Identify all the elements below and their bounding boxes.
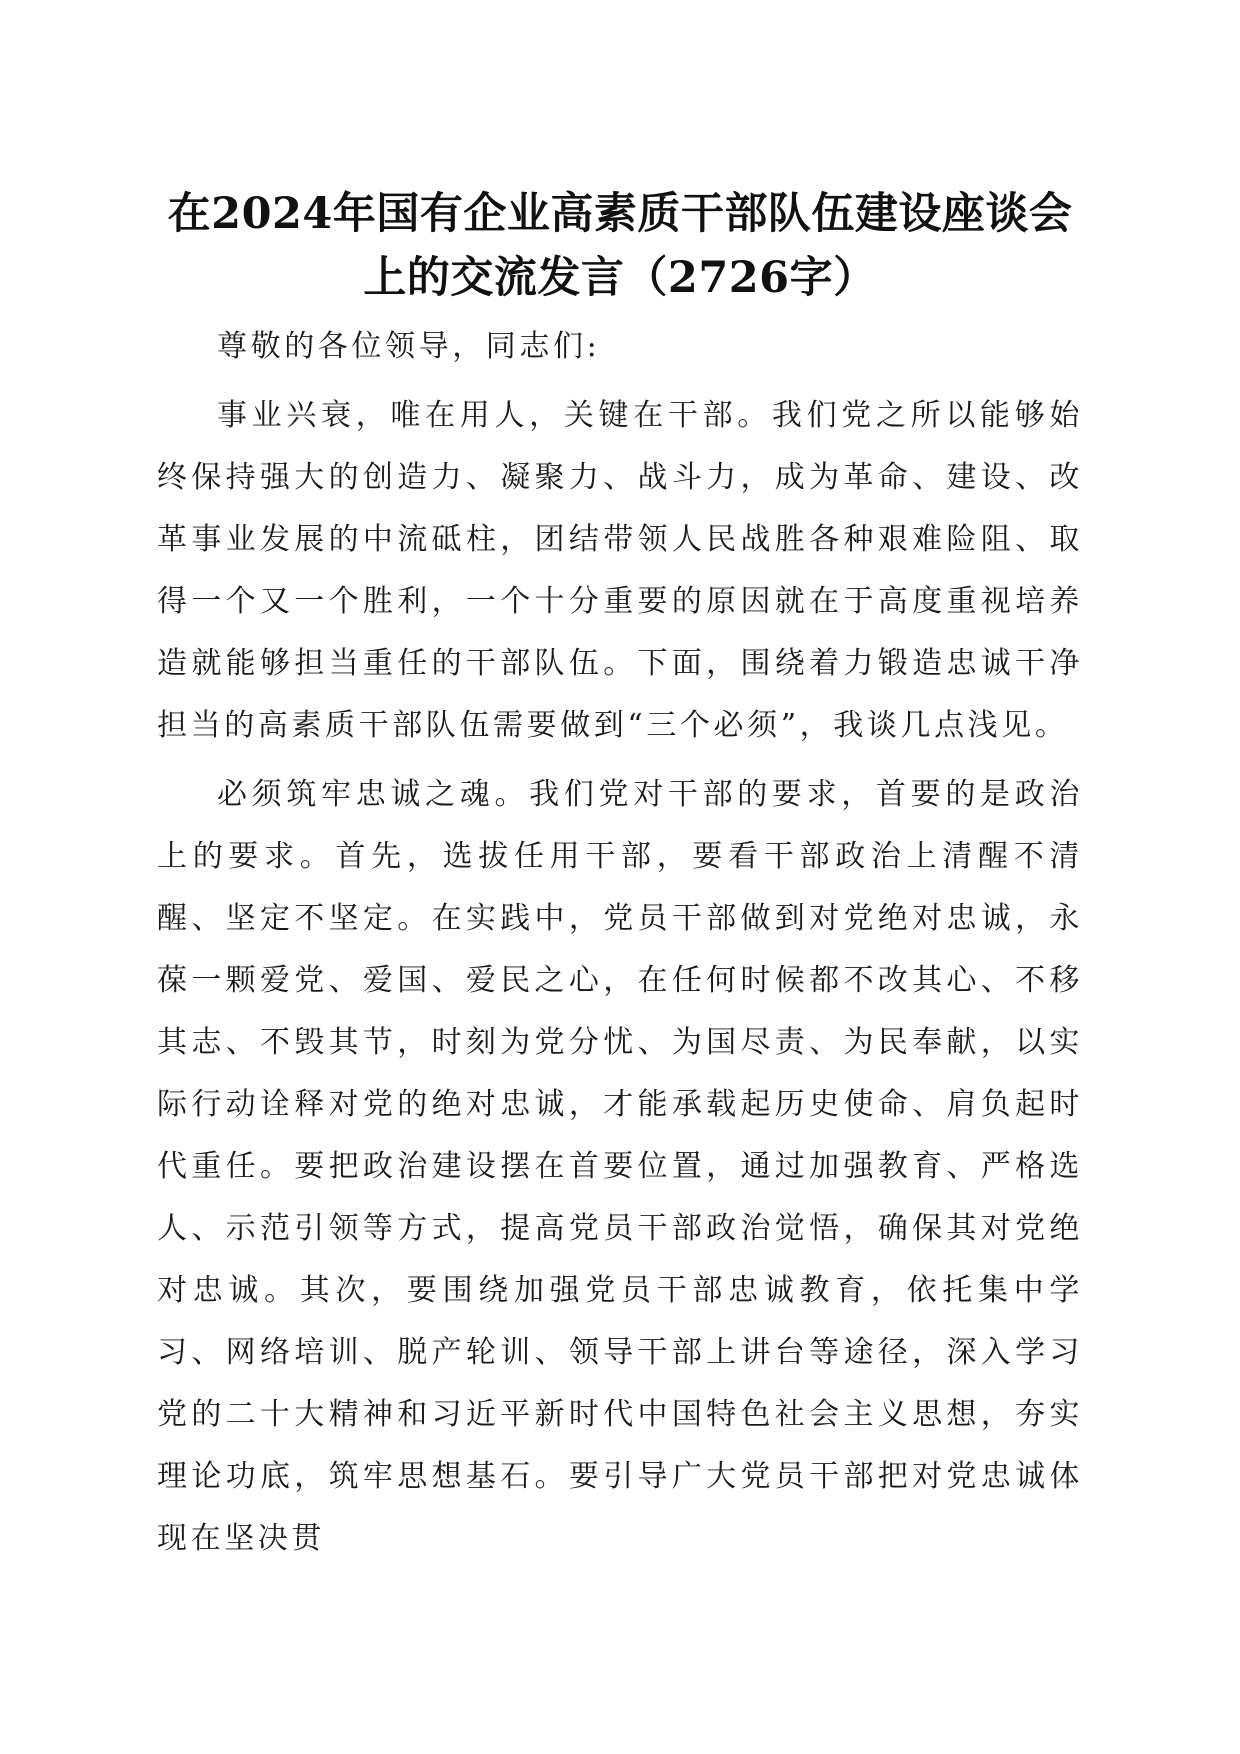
document-title: 在2024年国有企业高素质干部队伍建设座谈会上的交流发言（2726字） bbox=[167, 189, 1073, 303]
document-body bbox=[157, 316, 1083, 1570]
paragraph-intro: 事业兴衰，唯在用人，关键在干部。我们党之所以能够始终保持强大的创造力、凝聚力、战斗力，成为革命、建设、改革事业发展的中流砥柱，团结带领人民战胜各种艰难险阻、取得一个又一个胜利，一个十分重要的原因就在于高度重视培养造就能够担当重任的干部队伍。下面，围绕着力锻造忠诚干净担当的高素质干部队伍需要做到“三个必须”，我谈几点浅见。 bbox=[157, 398, 1083, 743]
paragraph-loyalty: 必须筑牢忠诚之魂。我们党对干部的要求，首要的是政治上的要求。首先，选拔任用干部，要看干部政治上清醒不清醒、坚定不坚定。在实践中，党员干部做到对党绝对忠诚，永葆一颗爱党、爱国、爱民之心，在任何时候都不改其心、不移其志、不毁其节，时刻为党分忧、为国尽责、为民奉献，以实际行动诠释对党的绝对忠诚，才能承载起历史使命、肩负起时代重任。要把政治建设摆在首要位置，通过加强教育、严格选人、示范引领等方式，提高党员干部政治觉悟，确保其对党绝对忠诚。其次，要围绕加强党员干部忠诚教育，依托集中学习、网络培训、脱产轮训、领导干部上讲台等途径，深入学习党的二十大精神和习近平新时代中国特色社会主义思想，夯实理论功底，筑牢思想基石。要引导广大党员干部把对党忠诚体现在坚决贯 bbox=[157, 777, 1083, 1556]
salutation: 尊敬的各位领导，同志们: bbox=[217, 329, 601, 364]
